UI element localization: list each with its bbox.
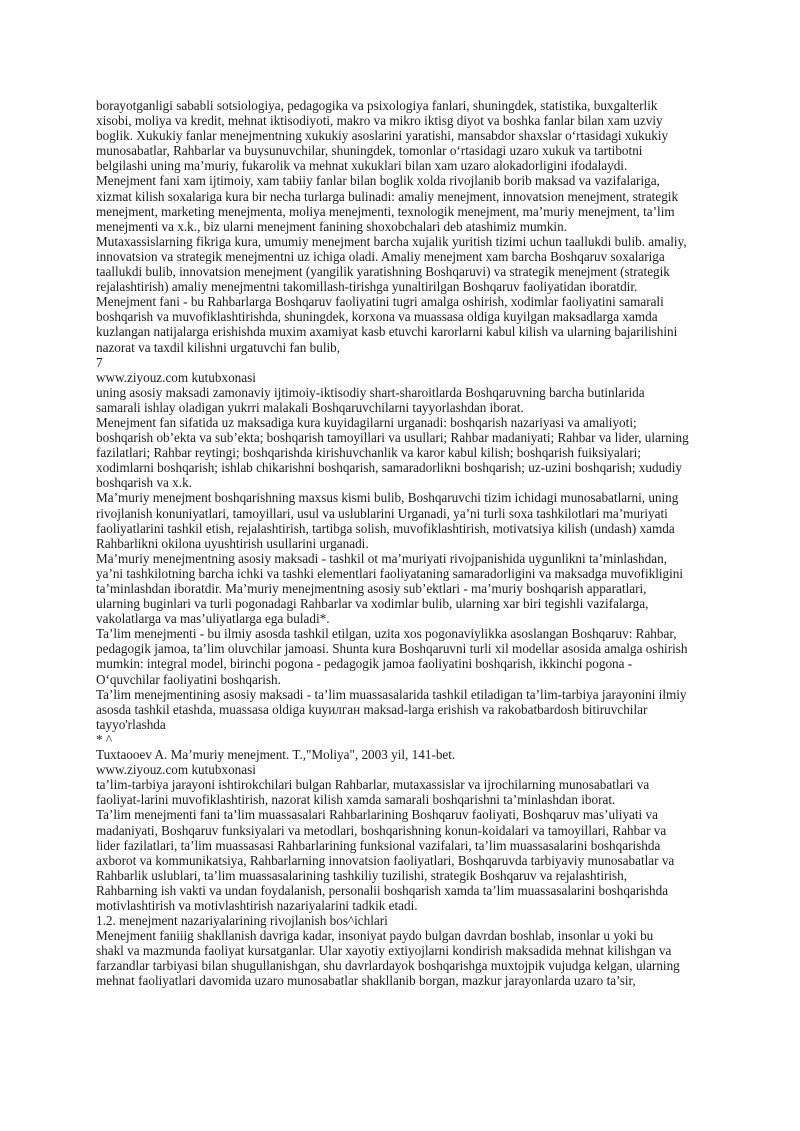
text-line: vakolatlarga va mas’uliyatlarga ega buladi*. xyxy=(96,611,330,627)
text-line: xizmat kilish soxalariga kura bir necha turlarga bulinadi: amaliy menejment, innovatsion menejment, strategik xyxy=(96,188,679,204)
text-line: faoliyatlarini tashkil etish, rejalashtirish, tartibga solish, muvofiklashtirish, motivatsiya kilish (undash) xamda xyxy=(96,520,675,536)
text-line: fazilatlari; Rahbar reytingi; boshqarishda kirishuvchanlik va karor kabul kilish; boshqarish fuiksiyalari; xyxy=(96,445,641,461)
text-line: Rahbarning ish vakti va undan foydalanish, personalii boshqarish xamda ta’lim muassasalarini boshqarishda xyxy=(96,882,669,898)
text-line: belgilashi uning ma’muriy, fukarolik va mehnat xukuklari bilan xam uzaro alokadorligini ifodalaydi. xyxy=(96,158,628,174)
text-line: Rahbarlik uslublari, ta’lim muassasalarining tashkiliy tuzilishi, strategik Boshqaruv va rejalashtirish, xyxy=(96,867,628,883)
text-line: Ta’lim menejmenti - bu ilmiy asosda tashkil etilgan, uzita xos pogonaviylikka asoslangan Boshqaruv: Rahbar, xyxy=(96,626,677,642)
text-line: Ma’muriy menejment boshqarishning maxsus kismi bulib, Boshqaruvchi tizim ichidagi munosabatlarni, uning xyxy=(96,490,679,506)
text-line: lider fazilatlari, ta’lim muassasasi Rahbarlarining funksional vazifalari, ta’lim muassasalarini boshqarishda xyxy=(96,837,661,853)
text-line: motivlashtirish va motivlashtirish nazariyalarini tadkik etadi. xyxy=(96,897,418,913)
text-line: nazorat va taxdil kilishni urgatuvchi fan bulib, xyxy=(96,339,341,355)
text-line: boshqarish va muvofiklashtirishda, shuningdek, korxona va muassasa oldiga kuyilgan maksadlarga xamda xyxy=(96,309,658,325)
text-line: mumkin: integral model, birinchi pogona - pedagogik jamoa faoliyatini boshqarish, ikkinchi pogona - xyxy=(96,656,633,672)
text-line: ta’lim-tarbiya jarayoni ishtirokchilari bulgan Rahbarlar, mutaxassislar va ijrochilarning munosabatlari va xyxy=(96,777,650,793)
text-line: ta’minlashdan iboratdir. Ma’muriy menejmentning asosiy sub’ektlari - ma’muriy boshqarish apparatlari, xyxy=(96,581,647,596)
text-line: shakl va mazmunda faoliyat kursatganlar. Ular xayotiy extiyojlarni kondirish maksadida mehnat kilishgan va xyxy=(96,943,672,959)
text-line: * ^ xyxy=(96,731,113,747)
text-line: xodimlarni boshqarish; ishlab chikarishni boshqarish, samaradorlikni boshqarish; uz-uzini boshqarish; xududiy xyxy=(96,460,683,476)
text-line: mehnat faoliyatlari davomida uzaro munosabatlar shakllanib borgan, mazkur jarayonlarda uzaro ta’sir, xyxy=(96,973,636,989)
text-line: menejmenti va x.k., biz ularni menejment fanining shoxobchalari deb atashimiz mumkin. xyxy=(96,218,567,234)
text-line: samarali ishlay oladigan yukrri malakali Boshqaruvchilarni tayyorlashdan iborat. xyxy=(96,399,524,415)
text-line: O‘quvchilar faoliyatini boshqarish. xyxy=(96,671,281,687)
text-line: Menejment fani - bu Rahbarlarga Boshqaruv faoliyatini tugri amalga oshirish, xodimlar faoliyatini samarali xyxy=(96,294,664,310)
text-line: axborot va kommunikatsiya, Rahbarlarning innovatsion faoliyatlari, Boshqaruvda tarbiyaviy munosabatlar va xyxy=(96,852,675,868)
text-line: tayyo'rlashda xyxy=(96,716,166,732)
text-line: xisobi, moliya va kredit, mehnat iktisodiyoti, makro va mikro iktisg diyot va boshka fanlar bilan xam uzviy xyxy=(96,113,663,129)
text-line: boshqarish ob’ekta va sub’ekta; boshqarish tamoyillari va usullari; Rahbar madaniyati; Rahbar va lider, ularning xyxy=(96,430,689,446)
text-line: borayotganligi sababli sotsiologiya, pedagogika va psixologiya fanlari, shuningdek, statistika, buxgalterlik xyxy=(96,98,658,113)
text-line: faoliyat-larini muvofiklashtirish, nazorat kilish xamda samarali boshqarishni ta’minlashdan iborat. xyxy=(96,792,616,808)
text-line: Menejment fan sifatida uz maksadiga kura kuyidagilarni urganadi: boshqarish nazariyasi va amaliyoti; xyxy=(96,414,637,430)
text-line: ularning buginlari va turli pogonadagi Rahbarlar va xodimlar bulib, ularning xar biri tegishli vazifalarga, xyxy=(96,596,649,612)
text-line: 1.2. menejment nazariyalarining rivojlanish bos^ichlari xyxy=(96,913,388,929)
text-line: asosda tashkil etashda, muassasa oldiga kuyилган maksad-larga erishish va rakobatbardosh bitiruvchilar xyxy=(96,701,648,717)
text-line: Tuxtaooev A. Ma’muriy menejment. T.,"Moliya", 2003 yil, 141-bet. xyxy=(96,747,456,763)
text-line: pedagogik jamoa, ta’lim oluvchilar jamoasi. Shunta kura Boshqaruvni turli xil modellar asosida amalga oshirish xyxy=(96,641,688,657)
text-line: uning asosiy maksadi zamonaviy ijtimoiy-iktisodiy shart-sharoitlarda Boshqaruvning barcha butinlarida xyxy=(96,384,645,400)
text-line: Ta’lim menejmentining asosiy maksadi - ta’lim muassasalarida tashkil etiladigan ta’lim-tarbiya jarayonini ilmiy xyxy=(96,686,687,702)
text-line: boshqarish va x.k. xyxy=(96,475,192,491)
text-line: Menejment fani xam ijtimoiy, xam tabiiy fanlar bilan boglik xolda rivojlanib borib maksad va vazifalariga, xyxy=(96,173,660,189)
text-line: ya’ni tashkilotning barcha ichki va tashki elementlari faoliyataning samaradorligini va maksadga muvofikligini xyxy=(96,565,684,581)
text-line: Ta’lim menejmenti fani ta’lim muassasalari Rahbarlarining Boshqaruv faoliyati, Boshqaruv mas’uliyati va xyxy=(96,807,658,823)
text-line: farzandlar tarbiyasi bilan shugullanishgan, shu davrlardayok boshqarishga muxtojpik vujudga kelgan, ularning xyxy=(96,958,680,974)
text-line: Menejment faniiig shakllanish davriga kadar, insoniyat paydo bulgan davrdan boshlab, insonlar u yoki bu xyxy=(96,928,654,944)
text-line: munosabatlar, Rahbarlar va buysunuvchilar, shuningdek, tomonlar o‘rtasidagi uzaro xukuk va tartibotni xyxy=(96,143,643,159)
text-line: menejment, marketing menejmenta, moliya menejmenti, texnologik menejment, ma’muriy menejment, ta’lim xyxy=(96,203,675,219)
text-line: innovatsion va strategik menejmentni uz ichiga oladi. Amaliy menejment xam barcha Boshqaruv soxalariga xyxy=(96,248,665,264)
text-line: Ma’muriy menejmentning asosiy maksadi - tashkil ot ma’muriyati rivojpanishida uygunlikni ta’minlashdan, xyxy=(96,550,667,566)
text-line: www.ziyouz.com kutubxonasi xyxy=(96,369,256,385)
text-line: 7 xyxy=(96,354,103,370)
text-line: boglik. Xukukiy fanlar menejmentning xukukiy asoslarini yaratishi, mansabdor shaxslar o‘rtasidagi xukukiy xyxy=(96,128,669,144)
document-body xyxy=(96,98,706,989)
text-line: taallukdi bulib, innovatsion menejment (yangilik yaratishning Boshqaruvi) va strategik menejment (strategik xyxy=(96,264,670,280)
text-line: kuzlangan natijalarga erishishda muxim axamiyat kasb etuvchi karorlarni kabul kilish va ularning bajarilishini xyxy=(96,324,678,340)
text-line: www.ziyouz.com kutubxonasi xyxy=(96,762,256,778)
text-line: Mutaxassislarning fikriga kura, umumiy menejment barcha xujalik yuritish tizimi uchun taallukdi bulib. amaliy, xyxy=(96,233,687,249)
text-line: rivojlanish konuniyatlari, tamoyillari, usul va uslublarini Urganadi, ya’ni turli soxa tashkilotlari ma’muriyati xyxy=(96,505,668,521)
text-line: Rahbarlikni okilona uyushtirish usullarini urganadi. xyxy=(96,535,369,551)
text-line: madaniyati, Boshqaruv funksiyalari va metodlari, boshqarishning konun-koidalari va tamoyillari, Rahbar va xyxy=(96,822,667,838)
text-line: rejalashtirish) amaliy menejmentni takomillash-tirishga yunaltirilgan Boshqaruv faoliyatidan iboratdir. xyxy=(96,279,638,295)
